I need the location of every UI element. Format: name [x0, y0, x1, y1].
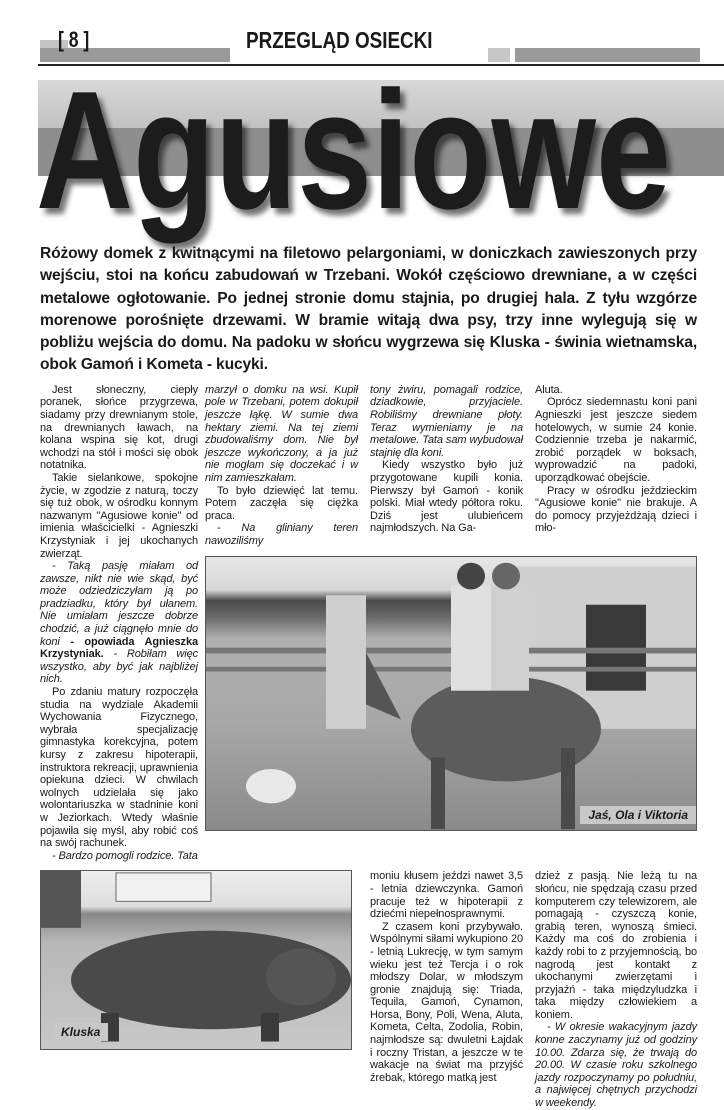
article-column-4	[535, 384, 697, 535]
lead-paragraph: Różowy domek z kwitnącymi na filetowo pelargoniami, w doniczkach zawieszonych przy wejściu, stoi na końcu zabudowań w Trzebani. Wokół częściowo drewniane, a w części metalowe ogłotowanie. Po jednej stronie domu stajnia, po drugiej hala. Z tyłu wzgórze morenowe porośnięte drzewami. W bramie witają dwa psy, trzy inne wylegują się w pobliżu wejścia do domu. Na padoku w słońcu wygrzewa się Kluska - świnia wietnamska, obok Gamoń i Kometa - kucyki.	[40, 245, 697, 374]
publication-title: PRZEGLĄD OSIECKI	[246, 27, 433, 53]
quote: - Bardzo pomogli rodzice. Tata	[52, 849, 198, 862]
paragraph: Pracy w ośrodku jeździeckim "Agusiowe konie" nie brakuje. A do pomocy przyjeżdżają dzieci i mło-	[535, 484, 697, 535]
article-lower-section	[40, 870, 697, 1109]
quote: - Robiłam więc wszystko, aby być jak najbliżej nich.	[40, 648, 198, 686]
attribution: - opowiada Agnieszka Krzystyniak.	[40, 635, 198, 661]
paragraph: moniu kłusem jeździ nawet 3,5 - letnia dziewczynka. Gamoń pracuje też w hipoterapii z dziećmi niepełnosprawnymi.	[370, 870, 523, 921]
photo-caption: Jaś, Ola i Viktoria	[580, 806, 696, 824]
paragraph: To było dziewięć lat temu. Potem zaczęła się ciężka praca.	[205, 484, 358, 522]
photo-caption: Kluska	[53, 1023, 108, 1041]
quote: marzył o domku na wsi. Kupił pole w Trzebani, potem dokupił jeszcze łąkę. W sumie dwa hektary ziemi. Na tej ziemi zbudowaliśmy dom. Nie był jeszcze wykończony, a ja już nie mogłam się doczekać i w nim zamieszkałam.	[205, 383, 358, 484]
paragraph: Oprócz siedemnastu koni pani Agnieszki jest jeszcze siedem hotelowych, w sumie 24 konie. Codziennie trzeba je nakarmić, zrobić porządek w boksach, wyprowadzić na padoki, uporządkować obejście.	[535, 396, 697, 484]
paragraph: Takie sielankowe, spokojne życie, w zgodzie z naturą, toczy się tuż obok, w ośrodku konnym nazwanym "Agusiowe konie" od imienia właścicielki - Agnieszki Krzystyniak i jej ukochanych zwierząt.	[40, 471, 198, 560]
photo-girls-on-horse	[205, 556, 697, 831]
quote: - W okresie wakacyjnym jazdy konne zaczynamy już od godziny 10.00. Zdarza się, że trwają do 20.00. W czasie roku szkolnego jazdy rozpoczynamy po południu, a najwięcej chętnych przychodzi w weekendy.	[535, 1021, 697, 1110]
paragraph: dzież z pasją. Nie leżą tu na słońcu, nie spędzają czasu przed komputerem czy telewizorem, ale pomagają - czyszczą konie, grabią teren, wynoszą śmieci. Każdy ma coś do zrobienia i każdy robi to z przyjemnością, bo nagrodą jest kontakt z ukochanymi zwierzętami i przyjaźń - taka międzyludzka i taka między człowiekiem a koniem.	[535, 870, 697, 1021]
quote: - Taką pasję miałam od zawsze, nikt nie wie skąd, być może odziedziczyłam ją po pradziadku, który był ułanem. Nie umiałam jeszcze dobrze chodzić, a już ciągnęło mnie do koni	[40, 560, 198, 648]
quote: - Na gliniany teren nawoziliśmy	[205, 522, 358, 547]
article-column-1	[40, 384, 198, 863]
headline: Agusiowe	[36, 56, 671, 244]
article-top-columns	[205, 384, 697, 548]
article-column-3-continued	[370, 870, 523, 1084]
paragraph: Z czasem koni przybywało. Wspólnymi siłami wykupiono 20 - letnią Lukrecję, w tym samym wieku jest też Tercja i o rok młodszy Dolar, w młodszym gronie znajdują się: Triada, Tequila, Gamoń, Cynamon, Horsa, Bony, Poli, Wena, Aluta, Kometa, Celta, Zodolia, Robin, najmłodsze są: dwuletni Łajdak i roczny Tristan, a jeszcze w te wakacje na świat ma przyjść źrebak, którego matką jest	[370, 920, 523, 1084]
paragraph: Aluta.	[535, 383, 563, 396]
photo-pig-kluska	[40, 870, 352, 1050]
article-column-3	[370, 384, 523, 535]
quote: tony żwiru, pomagali rodzice, dziadkowie, przyjaciele. Robiliśmy drewniane płoty. Teraz wymieniamy je na metalowe. Tata sam wybudował stajnię dla koni.	[370, 383, 523, 459]
photo-illustration	[206, 557, 697, 831]
article-column-4-continued	[535, 870, 697, 1109]
article-body	[40, 243, 697, 1110]
paragraph: Po zdaniu matury rozpoczęła studia na wydziale Akademii Wychowania Fizycznego, wybrała specjalizację gimnastyka korekcyjna, potem kursy z zakresu hipoterapii, instruktora rekreacji, uprawnienia opiekuna dzieci. W chwilach wolnych udzielała się jako wolontariuszka w stadninie koni w Jeziorkach. Wtedy właśnie pojawiła się myśl, aby robić coś na swój rachunek.	[40, 686, 199, 850]
paragraph: Jest słoneczny, ciepły poranek, słońce przygrzewa, siadamy przy drewnianym stole, na drewnianych ławach, na kolana wspina się kot, drugi wchodzi na stół i mości się obok notatnika.	[40, 383, 198, 472]
article-right-section	[205, 384, 697, 831]
page-number: [ 8 ]	[58, 27, 90, 52]
article-column-2	[205, 384, 358, 548]
article-upper-section	[40, 384, 697, 863]
quote-paragraph	[40, 560, 198, 686]
paragraph: Kiedy wszystko było już przygotowane kupili konia. Pierwszy był Gamoń - konik polski. Miał wtedy półtora roku. Dziś jest ulubieńcem najmłodszych. Na Ga-	[370, 459, 523, 535]
